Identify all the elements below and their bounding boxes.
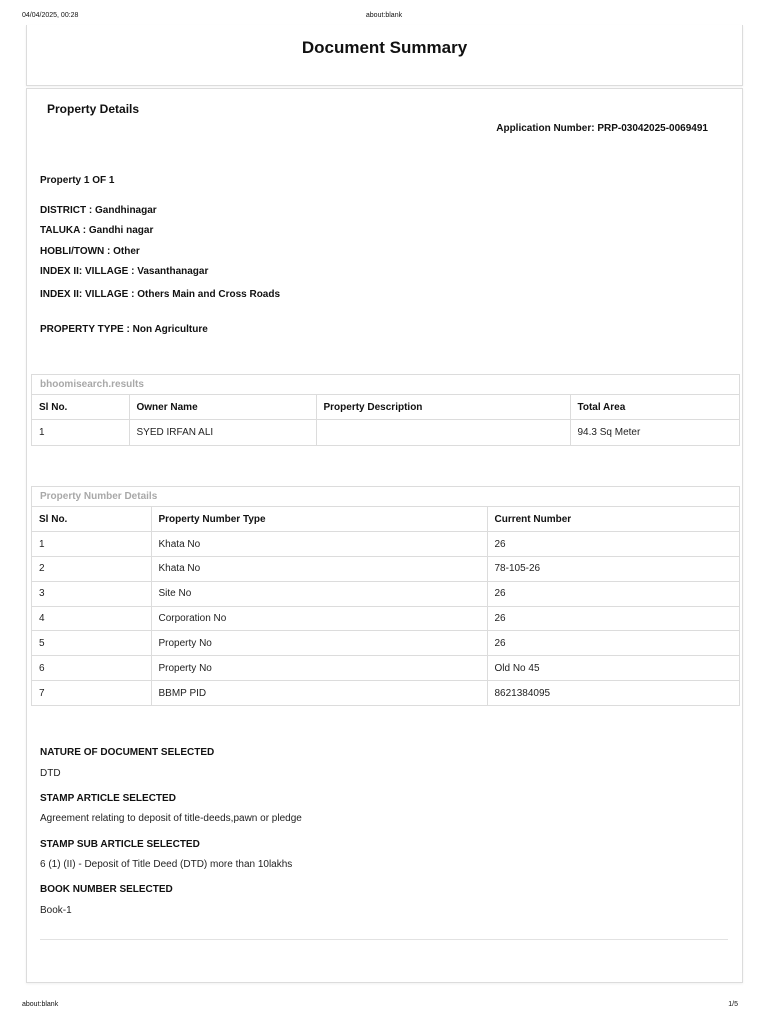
property-type: PROPERTY TYPE : Non Agriculture xyxy=(40,324,208,335)
table-cell: 8621384095 xyxy=(494,687,551,699)
hobli-town: HOBLI/TOWN : Other xyxy=(40,246,140,257)
table-caption: bhoomisearch.results xyxy=(32,375,739,395)
column-header: Total Area xyxy=(570,395,739,420)
print-datetime: 04/04/2025, 00:28 xyxy=(22,12,79,19)
table-cell: Property No xyxy=(151,631,487,656)
column-header: Property Description xyxy=(316,395,570,420)
table-cell: 1 xyxy=(32,420,129,445)
table-cell: Khata No xyxy=(151,557,487,582)
table-cell: 94.3 Sq Meter xyxy=(577,426,641,438)
property-count: Property 1 OF 1 xyxy=(40,175,115,186)
table-cell: 2 xyxy=(32,557,151,582)
table-row xyxy=(32,581,739,606)
table-cell: 26 xyxy=(487,606,739,631)
column-header: Owner Name xyxy=(129,395,316,420)
table-cell: Khata No xyxy=(151,532,487,557)
column-header: Current Number xyxy=(487,507,739,532)
table-cell: BBMP PID xyxy=(151,681,487,706)
table-cell xyxy=(316,420,570,445)
taluka: TALUKA : Gandhi nagar xyxy=(40,225,154,236)
table-caption: Property Number Details xyxy=(32,487,739,507)
nature-of-document-value: DTD xyxy=(40,768,61,779)
district: DISTRICT : Gandhinagar xyxy=(40,205,157,216)
column-header: Sl No. xyxy=(32,395,129,420)
print-page-url: about:blank xyxy=(365,12,403,19)
book-number-value: Book-1 xyxy=(40,905,72,916)
table-cell: 1 xyxy=(32,532,151,557)
book-number-label: BOOK NUMBER SELECTED xyxy=(40,884,173,895)
table-row xyxy=(32,631,739,656)
table-row xyxy=(32,532,739,557)
table-cell: 26 xyxy=(487,581,739,606)
page-number: 1/5 xyxy=(728,1001,738,1008)
table-header-row xyxy=(32,395,739,420)
table-cell: Old No 45 xyxy=(487,656,739,681)
table-cell: 5 xyxy=(32,631,151,656)
divider xyxy=(40,939,728,940)
table-row xyxy=(32,557,739,582)
table-row xyxy=(32,606,739,631)
table-cell: 4 xyxy=(32,606,151,631)
table-row xyxy=(32,681,739,706)
table-cell: Corporation No xyxy=(151,606,487,631)
section-title: Property Details xyxy=(47,102,140,116)
table-cell: 26 xyxy=(487,532,739,557)
village: INDEX II: VILLAGE : Vasanthanagar xyxy=(40,266,209,277)
table-cell: Property No xyxy=(151,656,487,681)
property-details-card xyxy=(26,88,743,983)
village-secondary: INDEX II: VILLAGE : Others Main and Cross Roads xyxy=(40,289,281,300)
application-number: Application Number: PRP-03042025-0069491 xyxy=(496,123,708,134)
owners-table xyxy=(31,374,740,446)
table-cell: SYED IRFAN ALI xyxy=(129,420,316,445)
column-header: Property Number Type xyxy=(151,507,487,532)
stamp-article-value: Agreement relating to deposit of title-deeds,pawn or pledge xyxy=(40,813,302,824)
title-card xyxy=(26,25,743,86)
footer-url: about:blank xyxy=(22,1001,59,1008)
property-number-table xyxy=(31,486,740,706)
table-cell: Site No xyxy=(151,581,487,606)
table-cell: 3 xyxy=(32,581,151,606)
table-row xyxy=(32,420,739,445)
stamp-sub-article-value: 6 (1) (II) - Deposit of Title Deed (DTD) more than 10lakhs xyxy=(40,859,293,870)
stamp-article-label: STAMP ARTICLE SELECTED xyxy=(40,793,176,804)
table-cell: 26 xyxy=(487,631,739,656)
table-row xyxy=(32,656,739,681)
stamp-sub-article-label: STAMP SUB ARTICLE SELECTED xyxy=(40,839,200,850)
table-header-row xyxy=(32,507,739,532)
nature-of-document-label: NATURE OF DOCUMENT SELECTED xyxy=(40,747,215,758)
column-header: Sl No. xyxy=(32,507,151,532)
page-title: Document Summary xyxy=(301,38,468,57)
table-cell: 7 xyxy=(32,681,151,706)
table-cell: 78-105-26 xyxy=(487,557,739,582)
table-cell: 6 xyxy=(32,656,151,681)
